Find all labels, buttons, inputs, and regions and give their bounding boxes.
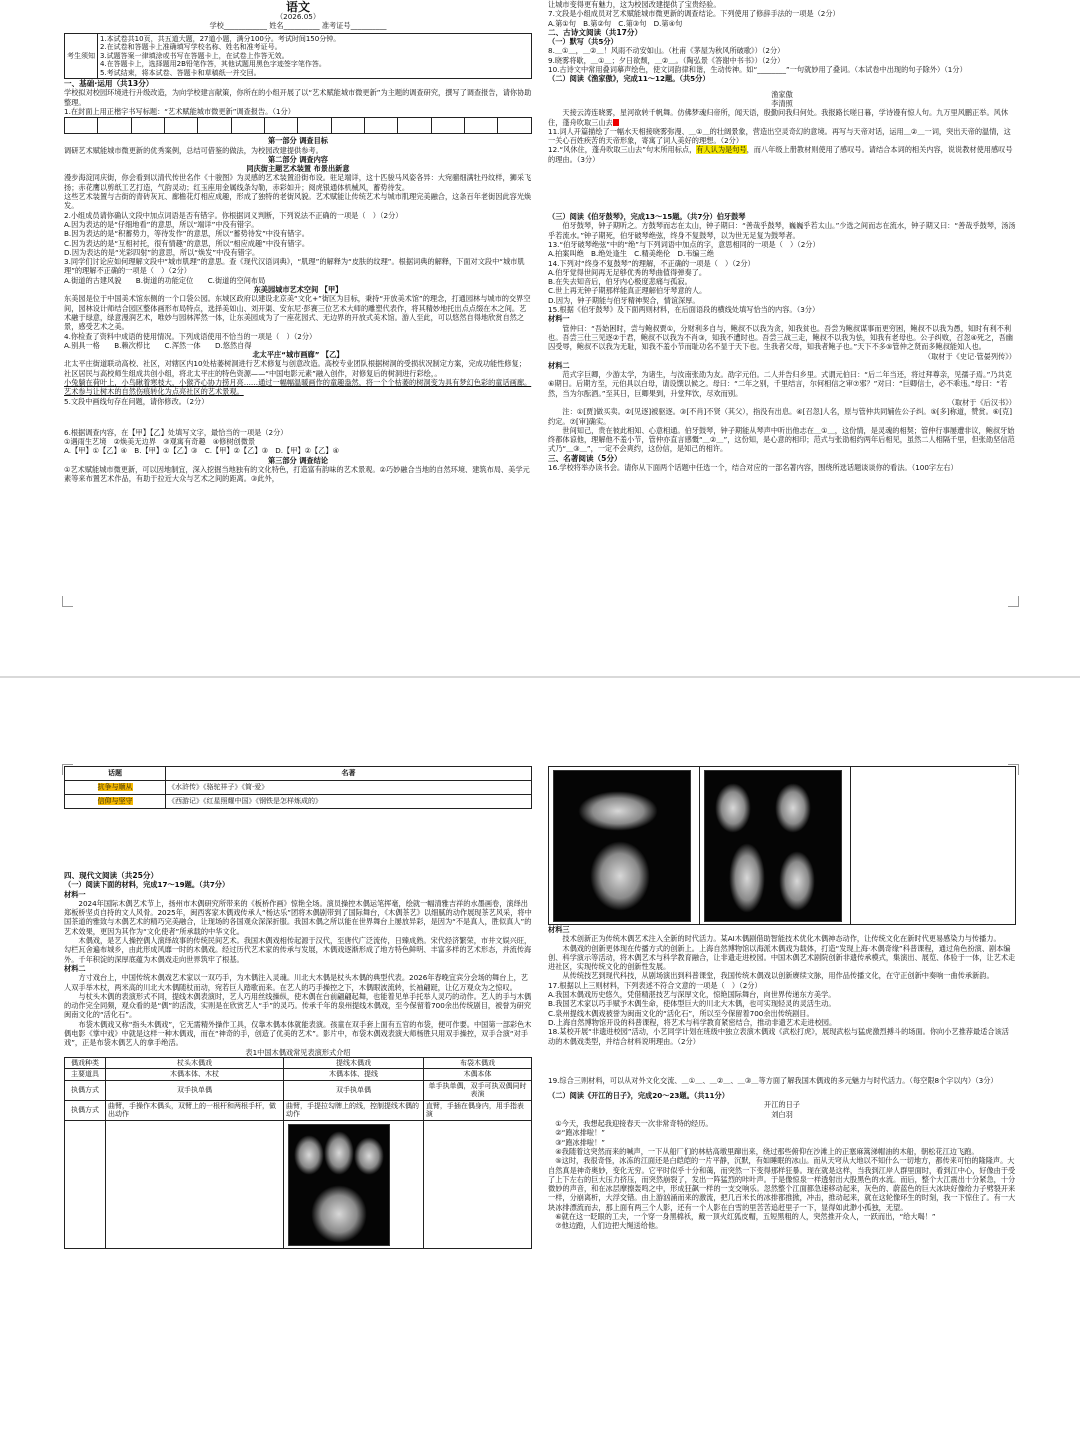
option: D.上海自然博物馆开设的科普课程，将艺术与科学教育紧密结合，推动非遗艺术走进校园。: [548, 1017, 837, 1027]
puppet-table: [64, 1057, 532, 1249]
story-paragraph: ④我随着这突然而来的喊声，一下从船厂们的林枯高墩里蹿出来，绕过那些俯仰在沙滩上的正塞麻篙涕帽油的木船，朝松花江边飞跑。: [555, 1146, 979, 1156]
section-title: 三、名著阅读（5分）: [548, 453, 622, 463]
option: A.街道的古建风貌 B.街道的功能定位 C.街道的空间布局: [64, 275, 266, 285]
question-4: 4.你检查了资料中成语的使用情况。下列成语使用不恰当的一项是（ ）（2分）: [64, 331, 317, 341]
topic-header: 话题: [65, 767, 166, 781]
option: A.拍案叫绝 B.绝处逢生 C.精美绝伦 D.韦编三绝: [548, 249, 714, 259]
story-paragraph: ⑦他边跑，人们边把大绳送给他。: [555, 1221, 663, 1231]
puppet-photo: [704, 770, 842, 922]
notes: 注：①[贾]做买卖。②[见逐]被驱逐。③[不肖]不贤（其父），指没有出息。④[召忽]人名，原与管仲共同辅佐公子纠。⑤[多]称道，赞赏。⑥[克]约定。⑦[审]确实。: [548, 407, 1013, 426]
table-cell: 双手执单偶: [284, 1080, 424, 1100]
books-cell: 《水浒传》《骆驼祥子》《简·爱》: [166, 781, 532, 795]
page1-right-column: [548, 0, 1016, 596]
question-5: 5.文段中画线句存在问题，请你修改。（2分）: [64, 396, 209, 406]
table-cell: 曲臂，手提拉勾牌上的线，控制提线木偶的动作: [284, 1100, 424, 1120]
books-cell: 《西游记》《红星照耀中国》《钢铁是怎样炼成的》: [166, 795, 532, 809]
question-8: 8.＿①＿，＿②＿！风雨不动安如山。（杜甫《茅屋为秋风所破歌》）（2分）: [548, 46, 785, 56]
photo-table: [548, 766, 1016, 925]
option: C.世上再无钟子期那样能真正理解伯牙琴意的人。: [548, 286, 707, 296]
question-17: 17.根据以上三则材料，下列表述不符合文意的一项是（ ）（2分）: [548, 980, 762, 990]
page-gap: [0, 672, 1080, 762]
question-12: 12.“风休住，蓬舟吹取三山去”句末所用标点，: [548, 145, 697, 155]
option: D.因为表达的是“光彩四射”的意思，所以“焕发”中没有错字。: [64, 247, 260, 257]
question-6: 6.根据调查内容，在【甲】【乙】处填写文字，最恰当的一项是（2分）: [64, 427, 288, 437]
story-paragraph: ③“跑冰排啦！”: [555, 1137, 606, 1147]
option: A.我国木偶戏历史悠久，凭借精湛技艺与深厚文化，惊艳国际舞台，向世界传递东方美学。: [548, 990, 836, 1000]
exam-page-1: [0, 0, 1080, 672]
section-title: 二、古诗文阅读（共17分）: [548, 27, 643, 37]
section-title: 一、基础·运用（共13分）: [64, 79, 154, 89]
exam-page-2: [0, 762, 1080, 1444]
poem-author: 李清照: [771, 98, 793, 108]
table-cell: 木偶本体、木杖: [106, 1069, 284, 1081]
table-cell: 木偶本体、提线: [284, 1069, 424, 1081]
story-title: 开江的日子: [764, 1100, 800, 1110]
option: D.因为，钟子期能与伯牙精神契合，情谊深厚。: [548, 295, 700, 305]
material-label: 材料一: [64, 889, 86, 899]
paragraph: 这些艺术装置与古街的青砖灰瓦、廊檐花灯相应成趣，形成了独特的老街风貌。艺术赋能让传统艺术与城市肌理完美融合，这条百年老街因此容光焕发。: [64, 192, 532, 211]
page2-right-column: [548, 766, 1016, 1438]
paragraph: 让城市变得更有魅力，这为校园改建提供了宝贵经验。: [548, 0, 721, 9]
material-label: 材料二: [548, 360, 570, 370]
option: ①遇雨生艺境 ②焕美无边界 ③观寓有奇趣 ④修树创微景: [64, 437, 256, 447]
section-title: 四、现代文阅读（共25分）: [64, 871, 159, 880]
story-paragraph: ②“跑冰排啦！”: [555, 1128, 606, 1138]
table-header: 杖头木偶戏: [106, 1057, 284, 1069]
material-label: 材料二: [64, 963, 86, 973]
case-heading: 北太平庄“城市画廊” 【乙】: [252, 350, 344, 360]
page2-left-column: [64, 766, 532, 1438]
question-9: 9.晓雾将歇，＿①＿；夕日欲颓，＿②＿。（陶弘景《答谢中书书》）（2分）: [548, 55, 785, 65]
material-text: 2024年国际木偶艺术节上，扬州市木偶研究所带来的《板桥作画》惊艳全场。演员操控木偶运笔挥毫，绘就一幅清雅吉祥的水墨画卷，演绎出郑板桥坚贞自持的文人风骨。2025年，闽西客家木偶戏传承人“杨达乐”团将木偶剧带到了国际舞台，《木偶茶艺》以细腻的动作展现茶艺风采，将中国茶道的雅致与木偶艺术的精巧完美融合，让现场的各国观众深深折服。我国木偶之所以能在世界舞台上屡放异彩，是因为“不是真人，胜似真人”的艺术效果，更因为其作为“文化使者”所承载的中华文化。: [64, 898, 532, 936]
notice-table: [64, 33, 532, 80]
notice-item: 5.考试结束，将本试卷、答题卡和草稿纸一并交回。: [100, 68, 261, 77]
crop-mark: [62, 596, 73, 607]
exam-fields: 学校____________ 姓名__________ 准考证号__________: [209, 21, 387, 31]
notice-item: 4.在答题卡上，选择题用2B铅笔作答，其他试题用黑色字迹签字笔作答。: [100, 60, 326, 69]
paragraph: 学校拟对校园环境进行升级改造，为向学校建言献策，你所在的小组开展了以“艺术赋能城市微更新”为主题的调查研究，撰写了调查报告，请你协助整理。: [64, 88, 532, 107]
table-cell: 执偶方式: [65, 1100, 106, 1120]
books-header: 名著: [166, 767, 532, 781]
question-3: 3.同学们讨论应如何理解文段中“城市肌理”的意思。查《现代汉语词典》，“肌理”的解释为“皮肤的纹理”。根据词典的解释，下面对文段中“城市肌理”的理解不正确的一项是（ ）（2分）: [64, 257, 525, 276]
table-cell: 木偶本体: [423, 1069, 531, 1081]
poem-text: 天接云涛连晓雾，星河欲转千帆舞。仿佛梦魂归帝所，闻天语，殷勤问我归何处。我报路长嗟日暮，学诗谩有惊人句。九万里风鹏正举。风休住，蓬舟吹取三山去: [548, 108, 1009, 127]
story-paragraph: ⑥就在这一眨眼的工夫，一个穿一身黑棉袄，戴一顶火红狐皮帽，五短黑粗的人，突然推开众人，一跃而出，“给大喝！”: [555, 1212, 936, 1222]
question-19: 19.综合三则材料，可以从对外文化交流、＿①＿、＿②＿、＿③＿等方面了解我国木偶戏的多元魅力与时代活力。（每空限8个字以内）（3分）: [548, 1075, 998, 1085]
table-cell: 单手执单偶，双手可执双偶同时表演: [423, 1080, 531, 1100]
fill-paragraph: 世间知己，贵在彼此相知、心意相通。伯牙鼓琴，钟子期能从琴声中听出他志在＿①＿，这份情，是灵魂的相契；管仲行事屡遭非议，鲍叔牙始终都体谅他，理解他不羞小节，管仲亦直言感慨“＿②＿”，这份知，是心意的相印；范式与张劭相约两年后相见，虽然二人相隔千里，但张劭坚信范式乃“＿③＿”，一定不会爽约，这份信，是知己的相许。: [548, 425, 1015, 454]
table-cell: 曲臂，手操作木偶头，双臂上的一根杆和两根手杆，做出动作: [106, 1100, 284, 1120]
notice-item: 1.本试卷共10页，共五道大题，27道小题，满分100分。考试时间150分钟。: [100, 34, 341, 43]
subsection-title: （二）阅读《渔家傲》，完成11～12题。（共5分）: [548, 74, 710, 84]
crop-mark: [1008, 596, 1019, 607]
poem-title: 渔家傲: [771, 89, 793, 99]
page-divider: [0, 676, 1080, 678]
notice-item: 3.试题答案一律填涂或书写在答题卡上，在试卷上作答无效。: [100, 51, 289, 60]
option: A.第①句 B.第②句 C.第③句 D.第④句: [548, 18, 683, 28]
underlined-paragraph: 小兔躺在荷叶上，小鸟瞅着寒枝大，小猴齐心协力捞月亮……通过一幅幅温暖画作的童趣盎然，将一个个枯萎的树洞变为具有梦幻色彩的童话画廊。艺术参与让树木的自然伤痕转化为点亮社区的艺术景观。: [64, 378, 532, 397]
cursor-mark: [613, 119, 619, 126]
notice-item: 2.在试卷和答题卡上准确填写学校名称、姓名和准考证号。: [100, 43, 282, 52]
material-text: 管仲曰：“吾始困时，尝与鲍叔贾①，分财利多自与，鲍叔不以我为贪，知我贫也。吾尝为鲍叔谋事而更穷困，鲍叔不以我为愚，知时有利不利也。吾尝三仕三见逐②于君，鲍叔不以我为不肖③，知我不遭时也。吾尝三战三走，鲍叔不以我为怯，知我有老母也。公子纠败，召忽④死之，吾幽囚受辱，鲍叔不以我为无耻，知我不羞小节而耻功名不显于天下也。生我者父母，知我者鲍子也。”天下不多⑤管仲之贤而多鲍叔能知人也。: [548, 323, 1013, 352]
question-1: 1.在封面上用正楷字书写标题：“艺术赋能城市微更新”调查报告。（1分）: [64, 106, 295, 116]
writing-grid: [64, 117, 532, 134]
option: A.因为表达的是“仔细地看”的意思，所以“端详”中没有错字。: [64, 219, 259, 229]
subsection-title: （二）阅读《开江的日子》，完成20～23题。（共11分）: [548, 1091, 729, 1101]
part-heading: 第一部分 调查目标: [267, 136, 328, 146]
option: B.因为表达的是“积蓄势力，等待发作”的意思，所以“蓄势待发”中没有错字。: [64, 229, 309, 239]
question-18: 18.某校开展“非遗进校园”活动，小艺同学计划在班级中独立表演木偶戏《武松打虎》，展现武松与猛虎激烈搏斗的场面。你向小艺推荐最适合该活动的木偶戏类型，并结合材料说明理由。（2分）: [548, 1027, 1009, 1046]
subsection-title: （一）默写（共5分）: [548, 37, 618, 47]
page1-left-column: [64, 0, 532, 596]
option: B.在失去知音后，伯牙内心极度悲痛与孤寂。: [548, 277, 692, 287]
highlighted-text: 有人认为是句号: [696, 145, 747, 155]
option: C.因为表达的是“互相衬托，很有情趣”的意思，所以“相应成趣”中没有错字。: [64, 238, 310, 248]
material-text: 与杖头木偶的表演形式不同，提线木偶表演时，艺人巧用丝线操纵，使木偶在台前翩翩起舞，也能着见单手托举人灵巧的动作。艺人的手与木偶的动作完全同频，观众看的是“偶”的活泼，实则是在欣赏艺人“手”的灵巧。传承千年的泉州提线木偶戏，至今保留着700余出传统剧目，被誉为研究闽南文化的“活化石”。: [64, 991, 532, 1020]
story-paragraph: ⑤这时，我很奇怪，冰冻的江面还是白皑皑的一片平静，沉默，有如睡眠的冰山。而从天穹从大地以不知什么一切地方，都传来可怕的隆隆声。大自然真是神奇奥妙，变化无穷。它平时似乎十分和蔼，而突然一下变得那样狂暴。现在就是这样，当我到江岸人群里面时，看到江中心，好像由于受了上下左右的巨大压力挤压，而突然崩裂了，发出一阵猛烈的咔叶声。于是像惊泉一样透射出大股黑色的水流。而后，整个大江震出十分紧急，十分微妙的声音，和在冰层摩擦轰鸣之中，形成狂飙一样的一支交响乐。忽然整个江面都急速移动起来，灰色的、蔚蓝色的巨大冰块好像给力子劈裂开来一样，分崩离析，大浮交错。由上游汹涌而来的激流，把几百米长的冰排都推掀，冲击，推动起来，就在这轮像环生的时刻，我一下惊住了。有一大块冰排漂流而去，那上面有两三个人影，还有一个人影在白雪的里苦苦追赶里子一下，显得如此渺小孤独，无望。: [548, 1156, 1016, 1212]
option: A.伯牙觉得世间再无足够优秀的琴曲值得弹奏了。: [548, 267, 707, 277]
material-text: 布袋木偶戏又称“指头木偶戏”，它无需精外操作工具，仅靠木偶本体就能表演。孩童在双手套上面有五官的布袋，便可作要。中国第一部彩色木偶电影《掌中戏》中就是这样一种木偶戏，而在“神奇的手，创造了优美的艺术”。影片中，布袋木偶戏表演大师杨胜只用双手操控，双手合演“对手戏”，正是布袋木偶艺人的拿手绝活。: [64, 1019, 532, 1048]
question-15: 15.根据《伯牙鼓琴》及下面两则材料，在后面语段的横线处填写恰当的内容。（3分）: [548, 305, 820, 315]
paragraph: 北太平庄街道联动高校、社区，对辖区内10处枯萎树洞进行艺术修复与创意改造。高校专业团队根据树洞的受损状况制定方案，完成功能性修复；社区居民与高校师生组成共创小组，将北太平庄的特色资源——“中国电影元素”融入创作，对修复后的树洞进行彩绘，。: [64, 359, 526, 378]
passage: 伯牙鼓琴，钟子期听之。方鼓琴而志在太山，钟子期曰：“善哉乎鼓琴，巍巍乎若太山。”少选之间而志在流水，钟子期又曰：“善哉乎鼓琴，汤汤乎若流水。”钟子期死，伯牙破琴绝弦，终身不复鼓琴，以为世无足复为鼓琴者。: [548, 221, 1016, 240]
paragraph: ①艺术赋能城市微更新，可以因地制宜，深入挖掘当地独有的文化特色，打造富有韵味的艺术景观。②巧妙融合当地的自然环境、建筑布局、美学元素等来布置艺术作品，有助于拉近大众与艺术之间的距离。③此外，: [64, 465, 530, 484]
paragraph: 东美园是位于中国美术馆东侧的一个口袋公园。东城区政府以建设北京美“文化+”街区为目标，秉持“开放美术馆”的理念，打通园林与城市的交界空间，园林设计师结合园区整体画形布局特点，选择美如山、刘开渠、安东尼·彭赛三位艺术大师的雕塑代表作，将其精妙地托出点点缀在木之间。艺术融于绿意，绿意漫润艺术，唯妙与园林浑然一体，让东美园成为了一座花园式、无边界的开放式美术馆。游人至此，可以悠然自得地欣赏自然之景，感受艺术之美。: [64, 294, 531, 332]
paragraph: 调研艺术赋能城市微更新的优秀案例，总结可借鉴的做法，为校园改建提供参考。: [64, 145, 323, 155]
option: C.泉州提线木偶戏被誉为闽南文化的“活化石”，所以至今保留着700余出传统剧目。: [548, 1008, 814, 1018]
option: B.我国艺术家以巧手赋予木偶生命，使体型巨大的川北大木偶，也可实现轻灵的灵活生动。: [548, 999, 836, 1009]
source-note: （取材于《史记·管晏列传》）: [923, 351, 1016, 361]
question-7: 7.文段是小组成员对艺术赋能城市微更新的调查结论。下列使用了修辞手法的一项是（2分）: [548, 9, 840, 19]
part-heading: 第三部分 调查结论: [267, 455, 328, 465]
notice-label: 考生须知: [65, 33, 98, 79]
topic-table: [64, 766, 532, 809]
topic-cell: 信仰与坚守: [97, 797, 133, 806]
option: A.别具一格 B.赖次栉比 C.浑然一体 D.悠然自得: [64, 340, 252, 350]
puppet-photo: [288, 1124, 390, 1246]
material-label: 材料一: [548, 314, 570, 324]
material-text: 从传统技艺到现代科技，从剧场演出到科普课堂，我国传统木偶戏以创新赓续文脉，用作品传播文化，在守正创新中奏响一曲传承新韵。: [562, 971, 994, 981]
option: A.【甲】①【乙】④ B.【甲】①【乙】③ C.【甲】②【乙】③ D.【甲】②【乙】④: [64, 446, 340, 456]
question-2: 2.小组成员请你确认文段中加点词语是否有错字。你根据词义判断，下列说法不正确的一项是（ ）（2分）: [64, 210, 403, 220]
question-10: 10.古诗文中常用叠词摹声绘色，使文词韵律和谐，生动传神。如“________”一句就妙用了叠词。（本试卷中出现的句子除外）（1分）: [548, 65, 967, 75]
puppet-photo: [553, 770, 691, 922]
material-label: 材料三: [548, 925, 570, 934]
question-13: 13.“伯牙破琴绝弦”中的“绝”与下列词语中加点的字，意思相同的一项是（ ）（2分）: [548, 239, 820, 249]
question-11: 11.词人开篇描绘了一幅水天相接晓雾弥漫、＿①＿的壮阔景象，营造出空灵奇幻的意境。再写与天帝对话，运用＿②＿一词，突出天帝的温情，这一关心百姓疾苦的天帝形象，寄寓了词人美好的理想。（2分）: [548, 126, 1011, 146]
material-text: 木偶戏的创新更体现在传播方式的创新上。上海自然博物馆以海派木偶戏为载体，打造“发现上海·木偶奇缘”科普课程，通过角色扮演、剧本编创、科学演示等活动，将木偶艺术与科学教育融合，让非遗走进校园。中国木偶艺术剧院创新非遗传承模式，集演出、展览、体验于一体，让艺术走进社区，实现传统文化的创新性发展。: [548, 943, 1016, 972]
paragraph: 漫步海淀同庆街，你会看到以清代传世名作《十骏图》为灵感的艺术装置沿街布设。驻足端详，这十匹骏马风姿各异：大宛骝细满牡丹纹样，狮采飞扬；赤花鹰以剪纸工艺打造，气韵灵动；红玉座用金属线条勾勒，赤彩如升；阅虎银通体机械风，蓄势待发。: [64, 173, 532, 192]
story-author: 刘白羽: [771, 1109, 793, 1119]
exam-title: 语文: [285, 0, 310, 14]
table-cell: 双手执单偶: [106, 1080, 284, 1100]
topic-cell: 抗争与顺从: [97, 783, 133, 792]
table-cell: 主要道具: [65, 1069, 106, 1081]
table-header: 偶戏种类: [65, 1057, 106, 1069]
exam-date: （2026.05）: [275, 12, 321, 21]
case-heading: 同庆街主题艺术装置 布景出新意: [246, 164, 350, 174]
subsection-title: （一）阅读下面的材料，完成17～19题。（共7分）: [64, 880, 230, 890]
table-header: 提线木偶戏: [284, 1057, 424, 1069]
source-note: （取材于《后汉书》）: [947, 397, 1016, 407]
table-cell: 执偶方式: [65, 1080, 106, 1100]
question-12-rest: ，而八年级上册教材则使用了感叹号。请结合本词的相关内容，说说教材使用感叹号的理由。（3分）: [548, 145, 1013, 164]
material-text: 方寸戏台上，中国传统木偶戏艺术家以一双巧手，为木偶注入灵魂。川北大木偶是杖头木偶的典型代表。2026年春晚宜宾分会场的舞台上，艺人双手举木杖，两米高的川北大木偶随杖而动，宛若巨人踏歌而来。在艺人的巧手操控之下，木偶眼波流转，长袖翩跹，让亿万观众为之惊叹。: [64, 973, 528, 992]
table-header: 布袋木偶戏: [423, 1057, 531, 1069]
question-16: 16.学校将举办读书会。请你从下面两个话题中任选一个，结合对应的一部名著内容，围绕所选话题谈谈你的看法。（100字左右）: [548, 463, 958, 473]
subsection-title: （三）阅读《伯牙鼓琴》，完成13～15题。（共7分）伯牙鼓琴: [548, 212, 746, 222]
case-heading: 东美园城市艺术空间 【甲】: [253, 285, 343, 295]
material-text: 范式字巨卿，少游太学，为诸生，与汝南张劭为友。劭字元伯。二人并告归乡里。式谓元伯曰：“后二年当还，将过拜尊亲，见孺子焉。”乃共克⑥期日。后期方至，元伯具以白母，请设馔以候之。母曰：“二年之别，千里结言，尔何相信之审⑦邪？”对曰：“巨卿信士，必不乖违。”母曰：“若然，当为尔酝酒。”至其日，巨卿果到，升堂拜饮，尽欢而别。: [548, 370, 1012, 398]
question-14: 14.下列对“终身不复鼓琴”的理解，不正确的一项是（ ）（2分）: [548, 258, 755, 268]
table-caption: 表1中国木偶戏常见表演形式介绍: [245, 1047, 351, 1057]
material-text: 木偶戏，是艺人操控偶人演绎故事的传统民间艺术。我国木偶戏相传起源于汉代，至唐代广泛流传，日臻成熟。宋代经济繁荣，市井文娱兴旺，勾栏瓦舍遍布城乡，由此形成风靡一时的木偶戏。经过历代艺术家的传承与发展，木偶戏逐渐形成了地方特色鲜明、丰富多样的艺术形态，并流传海外。千年积淀的深厚底蕴为木偶戏走向世界筑牢了根基。: [64, 936, 532, 964]
story-paragraph: ①今天，我想起我迎接春天一次非常奇特的经历。: [555, 1119, 713, 1129]
part-heading: 第二部分 调查内容: [267, 154, 328, 164]
material-text: 技术创新正为传统木偶艺术注入全新的时代活力。某AI木偶剧借助智能技术优化木偶神态动作，让传统文化在新时代更易感染力与传播力。: [562, 934, 1001, 944]
table-cell: 直臂，手插在偶身内，用手指表演: [423, 1100, 531, 1120]
